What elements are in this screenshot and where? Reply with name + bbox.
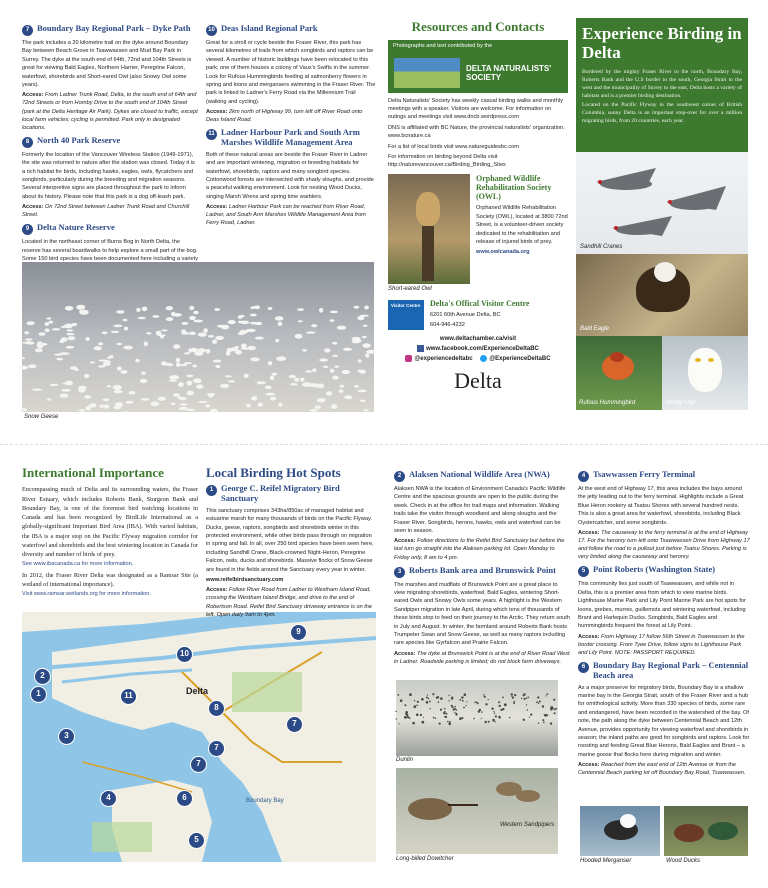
site-number-badge: 4 [578, 471, 589, 482]
hummingbird-caption: Rufous Hummingbird [579, 400, 636, 406]
section-5-access [578, 633, 750, 657]
section-title: Roberts Bank area and Brunswick Point [409, 564, 556, 575]
facebook-icon [417, 345, 424, 352]
international-importance [22, 466, 198, 608]
site-number-badge: 11 [206, 129, 217, 140]
section-4-body: At the west end of Highway 17, this area includes the bays around the jetty leading out to the ferry terminal. Highlights include a Great Blue Heron rookery at Tsatsu Shores with several hundred nests. This is also a great area for waterfowl, shorebirds, including Black Oystercatcher, and some songbirds. [578, 486, 744, 526]
section-title: North 40 Park Reserve [37, 134, 121, 145]
section-1-heading [206, 484, 376, 504]
section-5-body: This community lies just south of Tsawwassen, and while not in Delta, this is a premier area from which to view marine birds. Lighthouse Marine Park and Lily Point Marine Park are hot spots for loons, grebes, murres, guillemots and wintering waterfowl, including Brant and Harlequin Ducks. Songbirds, Bald Eagles and hummingbirds frequent the forest at Lily Point. [578, 581, 746, 630]
section-title: Deas Island Regional Park [221, 23, 318, 33]
international-para-2: In 2012, the Fraser River Delta was designated as a Ramsar Site (a wetland of international importance). [22, 572, 198, 589]
international-title: International Importance [22, 465, 164, 480]
map-marker-6[interactable]: 6 [176, 790, 193, 807]
site-number-badge: 5 [578, 566, 589, 577]
section-7-body: The park includes a 20 kilometre trail on the dyke around Boundary Bay between Beach Grove in Tsawwassen and Mud Bay Park in Surrey. The dyke at the south end of 64th, 72nd and 104th Streets is great for viewing Bald Eagles, Northern Harrier, Peregrine Falcon, waterfowl, shorebirds and Short-eared Owl (also Snowy Owl some years). [22, 40, 192, 88]
delta-map[interactable] [22, 612, 376, 862]
cover-title: Experience Birding in Delta [582, 24, 742, 63]
fold-line [0, 444, 768, 445]
map-marker-5[interactable]: 5 [188, 832, 205, 849]
section-5-heading [578, 565, 750, 577]
section-11-heading [206, 128, 376, 148]
section-11-body: Both of these natural areas are beside the Fraser River in Ladner and are important wintering, migration or breeding habitats for waterfowl, shorebirds, raptors and many songbird species. Cottonwood forests are intersected with shady sloughs, and provide a peaceful walking environment. Look for nesting Wood Ducks, singing Marsh Wrens and spring time warblers. [206, 151, 374, 200]
visitor-centre-block [388, 300, 568, 332]
section-title: Boundary Bay Regional Park – Dyke Path [37, 23, 191, 33]
map-marker-3[interactable]: 3 [58, 728, 75, 745]
snow-geese-caption: Snow Geese [24, 414, 59, 420]
access-label: Access: [578, 762, 600, 769]
site-number-badge: 8 [22, 137, 33, 148]
site-number-badge: 7 [22, 25, 33, 36]
section-1-access [206, 586, 376, 618]
site-number-badge: 6 [578, 662, 589, 673]
dowitcher-caption: Long-billed Dowitcher [396, 856, 454, 862]
site-number-badge: 1 [206, 485, 217, 496]
ramsar-link[interactable]: Visit www.ramsar.wetlands.org for more information. [22, 590, 151, 597]
twitter-icon [480, 355, 487, 362]
section-title: Alaksen National Wildlife Area (NWA) [409, 469, 550, 479]
reifel-url[interactable]: www.reifelbirdsanctuary.com [206, 576, 284, 583]
section-10-body: Great for a stroll or cycle beside the Fraser River, this park has several kilometres of trails from which songbirds and raptors can be viewed. A number of historic buildings have been relocated to this park; one of them houses a colony of Vaux's Swifts in the summer. Look for Rufous Hummingbirds feeding at salmonberry flowers in spring and loons and mergansers swimming in the Fraser River. The park is linked to Ladner's Ferry Road via the Millennium Trail (walking and cycling). [206, 40, 376, 105]
section-title: Tsawwassen Ferry Terminal [593, 469, 696, 479]
visitor-centre-title: Delta's Offical Visitor Centre [430, 298, 530, 308]
section-3-access [394, 650, 570, 666]
section-10-heading [206, 24, 376, 36]
site-number-badge: 3 [394, 567, 405, 578]
access-text: Reached from the east end of 12th Avenue or from the Centennial Beach parking lot off Boundary Bay Road, Tsawwassen. [578, 762, 746, 777]
owl-text [476, 174, 568, 284]
section-title: Boundary Bay Regional Park – Centennial Beach area [593, 660, 749, 680]
merganser-caption: Hooded Merganser [580, 858, 632, 864]
snow-geese-photo [22, 262, 374, 412]
access-label: Access: [22, 92, 44, 99]
map-marker-8[interactable]: 8 [208, 700, 225, 717]
snowy-owl-photo [662, 336, 748, 410]
section-3-heading [394, 566, 570, 578]
visitor-centre-address: 6201 60th Avenue Delta, BC [430, 311, 501, 318]
map-marker-10[interactable]: 10 [176, 646, 193, 663]
access-text: 2km north of Highway 99, turn left off River Road onto Deas Island Road. [206, 109, 363, 124]
dunlin-caption: Dunlin [396, 757, 414, 763]
website-link[interactable]: www.deltachamber.ca/visit [439, 336, 517, 343]
resources-title: Resources and Contacts [411, 19, 545, 34]
access-text: The dyke at Brunswick Point is at the end of River Road West in Ladner. Roadside parking is limited; do not block farm driveways. [394, 650, 570, 665]
owl-title: Orphaned Wildlife Rehabilitation Society (OWL) [476, 173, 552, 202]
cranes-caption: Sandhill Cranes [580, 244, 623, 250]
section-title: Ladner Harbour Park and South Arm Marshes Wildlife Management Area [221, 127, 360, 148]
access-text: Ladner Harbour Park can be reached from River Road, Ladner, and South Arm Marshes Wildlife Management Area from Ferry Road, Ladner. [206, 204, 366, 227]
access-label: Access: [206, 109, 228, 116]
ferry-column [578, 466, 750, 804]
map-marker-7[interactable]: 7 [286, 716, 303, 733]
sandhill-cranes-photo [576, 152, 748, 254]
section-title: Delta Nature Reserve [37, 222, 115, 233]
section-title: George C. Reifel Migratory Bird Sanctuary [221, 483, 340, 504]
resources-para-2: DNS is affiliated with BC Nature, the provincial naturalists' organization. www.bcnature.ca [388, 124, 565, 140]
section-title: Point Roberts (Washington State) [593, 564, 716, 575]
facebook-link-text: www.facebook.com/ExperienceDeltaBC [426, 346, 539, 353]
access-text: On 72nd Street between Ladner Trunk Road and Churchill Street. [22, 204, 190, 219]
instagram-icon [405, 355, 412, 362]
contributor-banner: Photographs and text contributed by the [388, 40, 568, 52]
snowy-owl-caption: Snowy Owl [665, 400, 696, 406]
wood-ducks-caption: Wood Ducks [666, 858, 701, 864]
facebook-link[interactable] [388, 345, 568, 355]
top-middle-column [206, 20, 376, 252]
section-9-body: Located in the northeast corner of Burns Bog in North Delta, the reserve has several boardwalks to help explore a small part of the bog. Some 150 bird species have been documented here including a variety [22, 239, 199, 263]
section-8-heading [22, 136, 198, 148]
section-7-heading [22, 24, 198, 36]
section-2-heading [394, 470, 570, 482]
access-text: From Ladner Trunk Road, Delta, to the south end of 64th and 72nd Streets or from Hornby Drive to the south end of 104th Street (park at the Delta Heritage Air Park). Dykes are closed to traffic, except local farm vehicles; cycling is permitted. Park only in designated locations. [22, 92, 198, 131]
map-marker-2[interactable]: 2 [34, 668, 51, 685]
resources-para-4: For information on birding beyond Delta visit http://naturevancouver.ca/Birding_Birding_Sites [388, 154, 506, 169]
map-marker-11[interactable]: 11 [120, 688, 137, 705]
access-text: Follow directions to the Reifel Bird Sanctuary but before the last turn go straight into the Alaksen parking lot. Open Monday to Friday only, 8 am to 4 pm. [394, 538, 565, 561]
hummingbird-owl-photos [576, 336, 748, 410]
access-label: Access: [22, 204, 44, 211]
international-para-1: Encompassing much of Delta and its surrounding waters, the Fraser River Estuary, which includes Roberts Bank, Sturgeon Bank and Boundary Bay, is one of the foremost bird watching locations in Canada and has been recognized by BirdLife International as a globally-significant Important Bird Area (IBA). With varied habitats, the IBA is a major stop on the Pacific Flyway migration corridor for waterfowl and shorebirds and the best wintering location in Canada for diversity and number of birds of prey. [22, 486, 198, 559]
iba-link[interactable]: See www.ibacanada.ca for more information. [22, 560, 134, 567]
section-6-body: As a major preserve for migratory birds, Boundary Bay is a shallow marine bay in the Georgia Strait, south of the Fraser River and a hub for ornithological activity. More than 330 species of birds, some rare and endangered, have been recorded in the watershed of the bay. Of note, the path along the dyke between Centennial Beach and 12th Avenue, provides opportunity for viewing waterfowl and shorebirds in season; the inland paths are good for songbirds and raptors. Look for roosting and feeding Great Blue Herons, Bald Eagles and Brant – a marine goose that flocks here during migration and winter. [578, 684, 750, 758]
naturalists-org-name: DELTA NATURALISTS' SOCIETY [466, 63, 552, 82]
visitor-centre-icon: Visitor Centre [388, 300, 424, 330]
resources-para-3: For a list of local birds visit www.natureguidesbc.com [388, 143, 519, 150]
access-label: Access: [578, 529, 600, 536]
naturalists-logo-box [388, 53, 568, 93]
access-text: Follow River Road from Ladner to Westham Island Road, crossing the Westham Island Bridge, and drive to the end of Robertson Road. Reifel Bird Sanctuary driveway entrance is on the left. Open daily 9am to 4pm. [206, 587, 373, 618]
access-label: Access: [206, 587, 228, 594]
section-6-heading [578, 661, 750, 681]
map-marker-9[interactable]: 9 [290, 624, 307, 641]
short-eared-owl-photo [388, 174, 470, 284]
access-text: From Highway 17 follow 56th Street in Tsawwassen to the border crossing. From Tyee Drive, follow signs to Lighthouse Park and Lily Point. NOTE: PASSPORT REQUIRED. [578, 633, 745, 656]
map-marker-4[interactable]: 4 [100, 790, 117, 807]
resources-column [388, 20, 568, 430]
visitor-centre-info [430, 300, 568, 332]
wood-ducks-photo [664, 806, 748, 856]
naturalists-logo-icon [394, 58, 460, 88]
section-1-body: This sanctuary comprises 343ha/850ac of managed habitat and estuarine marsh for many thousands of birds on the Pacific Flyway. Ducks, geese, raptors, songbirds and shorebirds winter in this protected environment, while other birds pass through on migration in spring and fall. In all, over 250 bird species have been seen here, including Sandhill Crane, Black-crowned Night-Heron, Peregrine Falcon, owls, ducks and shorebirds. Massive flocks of Snow Geese are found in the fields around the Sanctuary every year in winter. [206, 507, 374, 573]
access-text: The causeway to the ferry terminal is at the end of Highway 17. For the heronry turn left onto Tsawwassen Drive from Highway 17 and follow the road to a pullout just before Tsatsu Shores. Parking is very limited along the causeway and heronry. [578, 529, 750, 561]
cover-column [576, 18, 748, 428]
dunlin-photo [396, 680, 558, 756]
section-6-access [578, 761, 750, 777]
section-4-heading [578, 470, 750, 482]
section-4-access [578, 529, 750, 561]
sandpiper-dowitcher-photo [396, 768, 558, 854]
handles-line [388, 355, 568, 365]
map-label-delta: Delta [186, 686, 209, 696]
site-number-badge: 9 [22, 224, 33, 235]
owl-caption: Short-eared Owl [388, 285, 432, 292]
section-10-access [206, 108, 376, 124]
map-marker-1[interactable]: 1 [30, 686, 47, 703]
access-label: Access: [578, 633, 600, 640]
site-number-badge: 10 [206, 25, 217, 36]
owl-body: Orphaned Wildlife Rehabilitation Society (OWL), located at 3800 72nd Street, is a volunteer-driven society dedicated to the rehabilitation and release of injured birds of prey. [476, 205, 568, 245]
section-8-body: Formerly the location of the Vancouver Wireless Station (1949-1971), the site was returned to nature after the station was closed. Today it is a rich habitat for birds, including hawks, eagles, owls, flycatchers and songbirds, particularly during the breeding and migration seasons. Several interpretive signs are placed throughout the park to inform about its history. Please note that this park is a dog off-leash park. [22, 151, 195, 200]
access-label: Access: [206, 204, 228, 211]
section-8-access [22, 203, 198, 219]
delta-logo: Delta [454, 368, 502, 394]
visitor-centre-phone: 604-946-4232 [430, 322, 465, 328]
section-9-heading [22, 223, 198, 235]
owl-block [388, 174, 568, 284]
access-label: Access: [394, 650, 416, 657]
section-2-access [394, 537, 570, 561]
section-7-access [22, 91, 198, 132]
instagram-handle[interactable]: @experiencedeltabc [414, 355, 473, 362]
access-label: Access: [394, 538, 416, 545]
western-sandpipers-caption: Western Sandpipers [500, 822, 555, 828]
map-marker-7[interactable]: 7 [208, 740, 225, 757]
resources-para-1: Delta Naturalists' Society has weekly casual birding walks and monthly meetings with a speaker. Visitors are welcome. For information on outings and meetings visit www.dncb.wordpress.com [388, 97, 563, 121]
rufous-hummingbird-photo [576, 336, 662, 410]
twitter-handle[interactable]: @ExperienceDeltaBC [489, 355, 551, 362]
social-links [388, 335, 568, 364]
bald-eagle-photo [576, 254, 748, 336]
section-11-access [206, 203, 376, 227]
section-3-body: The marshes and mudflats of Brunswick Point are a great place to view migrating shorebirds, waterfowl, Bald Eagles, wintering Short-eared Owls and Snowy Owls some years. A highlight is the Western Sandpiper migration in late April, during which tens of thousands of these birds stop to feed on their journey to the Arctic. They return south in July and August. In winter, the farmland around Roberts Bank hosts Trumpeter Swan and Snow Geese, as well as many raptors including rare species like Gyrfalcon and Prairie Falcon. [394, 581, 570, 647]
map-label-bay: Boundary Bay [246, 798, 284, 804]
alaksen-column [394, 466, 570, 680]
hooded-merganser-photo [580, 806, 660, 856]
hotspots-column [206, 465, 376, 618]
section-2-body: Alaksen NWA is the location of Environment Canada's Pacific Wildlife Centre and the spacious grounds are open to the public during the week. Check in at the office for trail maps and information. Walking trails take the visitor through woodland and along sloughs and the Fraser River. Songbirds, herons, hawks, owls and waterfowl can be seen in season. [394, 486, 566, 534]
map-marker-7[interactable]: 7 [190, 756, 207, 773]
owl-url[interactable]: www.owlcanada.org [476, 249, 530, 256]
hotspots-title: Local Birding Hot Spots [206, 465, 341, 480]
site-number-badge: 2 [394, 471, 405, 482]
eagle-caption: Bald Eagle [580, 326, 610, 332]
cover-box [576, 18, 748, 152]
cover-intro: Bordered by the mighty Fraser River to the north, Boundary Bay, Roberts Bank and the U.S border to the south, Georgia Strait to the west and the municipality of Surrey to the east, Delta hosts a variety of habitats and is a premier birding destination. Located on the Pacific Flyway in the southwest corner of British Columbia, sunny Delta is an important stop-over for over a million migrating birds, from 20 countries, each year. [582, 69, 742, 124]
